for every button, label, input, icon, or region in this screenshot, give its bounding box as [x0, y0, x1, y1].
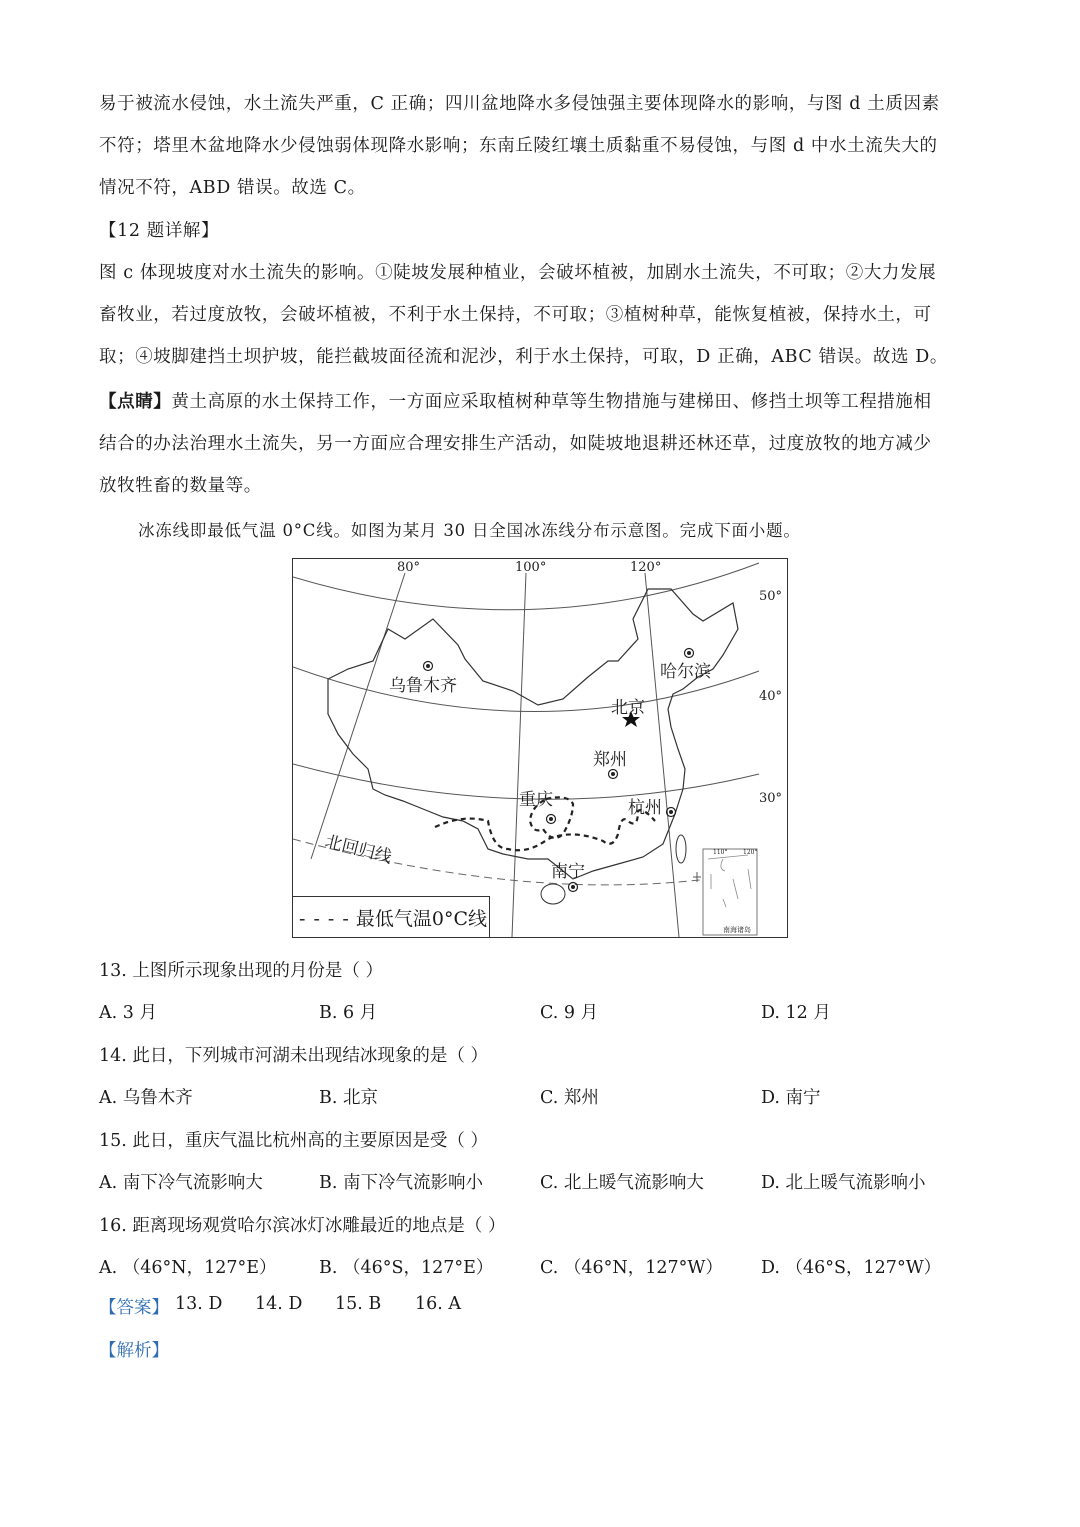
- answer-13: 13. D: [175, 1294, 223, 1314]
- city-label-chongqing: 重庆: [519, 790, 553, 810]
- frost-line-map: [292, 558, 788, 938]
- section-heading: 【12 题详解】: [99, 221, 220, 241]
- legend-label: - - - - 最低气温0°C线: [299, 908, 487, 930]
- city-label-harbin: 哈尔滨: [660, 662, 711, 682]
- analysis-tag: 【解析】: [99, 1341, 169, 1361]
- longitude-label-120: 120°: [630, 560, 662, 575]
- latitude-label-50: 50°: [759, 589, 783, 604]
- question-14-stem: 14. 此日，下列城市河湖未出现结冰现象的是（ ）: [99, 1046, 488, 1066]
- latitude-label-30: 30°: [759, 791, 783, 806]
- question-16-option-a[interactable]: A. （46°N，127°E）: [99, 1258, 277, 1278]
- latitude-label-40: 40°: [759, 689, 783, 704]
- text-line: 图 c 体现坡度对水土流失的影响。①陡坡发展种植业，会破坏植被，加剧水土流失，不可取；②大力发展: [99, 263, 937, 283]
- answer-row: [99, 1294, 462, 1319]
- question-13-option-c[interactable]: C. 9 月: [540, 1003, 599, 1023]
- text-line: 结合的办法治理水土流失，另一方面应合理安排生产活动，如陡坡地退耕还林还草，过度放牧的地方减少: [99, 434, 932, 454]
- map-legend: [293, 896, 490, 937]
- inset-label: 南海诸岛: [723, 926, 751, 934]
- city-label-nanning: 南宁: [551, 862, 585, 882]
- answer-14: 14. D: [255, 1294, 303, 1314]
- question-15-option-c[interactable]: C. 北上暖气流影响大: [540, 1173, 704, 1193]
- answer-15: 15. B: [335, 1294, 382, 1314]
- question-14-option-d[interactable]: D. 南宁: [761, 1088, 821, 1108]
- city-label-urumqi: 乌鲁木齐: [389, 676, 457, 696]
- inset-lon-110: 110°: [713, 849, 728, 856]
- text-line: 畜牧业，若过度放牧，会破坏植被，不利于水土保持，不可取；③植树种草，能恢复植被，保持水土，可: [99, 305, 932, 325]
- tropic-of-cancer-label: 北回归线: [322, 831, 394, 868]
- question-14-option-b[interactable]: B. 北京: [319, 1088, 378, 1108]
- tip-section: [99, 381, 979, 507]
- question-16-option-d[interactable]: D. （46°S，127°W）: [761, 1258, 942, 1278]
- inset-lon-120: 120°: [743, 849, 758, 856]
- question-16-stem: 16. 距离现场观赏哈尔滨冰灯冰雕最近的地点是（ ）: [99, 1216, 506, 1236]
- question-15-option-d[interactable]: D. 北上暖气流影响小: [761, 1173, 926, 1193]
- question-16-option-b[interactable]: B. （46°S，127°E）: [319, 1258, 494, 1278]
- longitude-label-100: 100°: [515, 560, 547, 575]
- text-line: 情况不符，ABD 错误。故选 C。: [99, 178, 366, 198]
- question-13-option-a[interactable]: A. 3 月: [99, 1003, 157, 1023]
- question-16-option-c[interactable]: C. （46°N，127°W）: [540, 1258, 723, 1278]
- question-15-option-b[interactable]: B. 南下冷气流影响小: [319, 1173, 483, 1193]
- explanation-12: [99, 210, 979, 378]
- explanation-11: [99, 83, 979, 209]
- tip-tag: 【点睛】: [99, 392, 172, 412]
- answer-tag: 【答案】: [99, 1298, 169, 1318]
- text-line: 不符；塔里木盆地降水少侵蚀弱体现降水影响；东南丘陵红壤土质黏重不易侵蚀，与图 d 中水土流失大的: [99, 136, 938, 156]
- question-intro: 冰冻线即最低气温 0°C线。如图为某月 30 日全国冰冻线分布示意图。完成下面小题。: [138, 521, 801, 540]
- map-graphics: [293, 559, 787, 937]
- longitude-label-80: 80°: [397, 560, 421, 575]
- question-15-stem: 15. 此日，重庆气温比杭州高的主要原因是受（ ）: [99, 1131, 488, 1151]
- text-line: 易于被流水侵蚀，水土流失严重，C 正确；四川盆地降水多侵蚀强主要体现降水的影响，与图 d 土质因素: [99, 94, 940, 114]
- question-13-option-b[interactable]: B. 6 月: [319, 1003, 378, 1023]
- city-label-hangzhou: 杭州: [628, 798, 662, 818]
- dashed-line-icon: - - - -: [299, 908, 350, 930]
- city-label-beijing: 北京: [611, 698, 645, 718]
- text-line: 取；④坡脚建挡土坝护坡，能拦截坡面径流和泥沙，利于水土保持，可取，D 正确，ABC 错误。故选 D。: [99, 347, 948, 367]
- text-line: 【点睛】黄土高原的水土保持工作，一方面应采取植树种草等生物措施与建梯田、修挡土坝等工程措施相: [99, 392, 932, 412]
- question-13-option-d[interactable]: D. 12 月: [761, 1003, 831, 1023]
- question-15-option-a[interactable]: A. 南下冷气流影响大: [99, 1173, 263, 1193]
- question-14-option-a[interactable]: A. 乌鲁木齐: [99, 1088, 193, 1108]
- question-13-stem: 13. 上图所示现象出现的月份是（ ）: [99, 961, 383, 981]
- text-line: 放牧牲畜的数量等。: [99, 476, 262, 496]
- question-14-option-c[interactable]: C. 郑州: [540, 1088, 599, 1108]
- city-label-zhengzhou: 郑州: [593, 750, 627, 770]
- answer-16: 16. A: [415, 1294, 462, 1314]
